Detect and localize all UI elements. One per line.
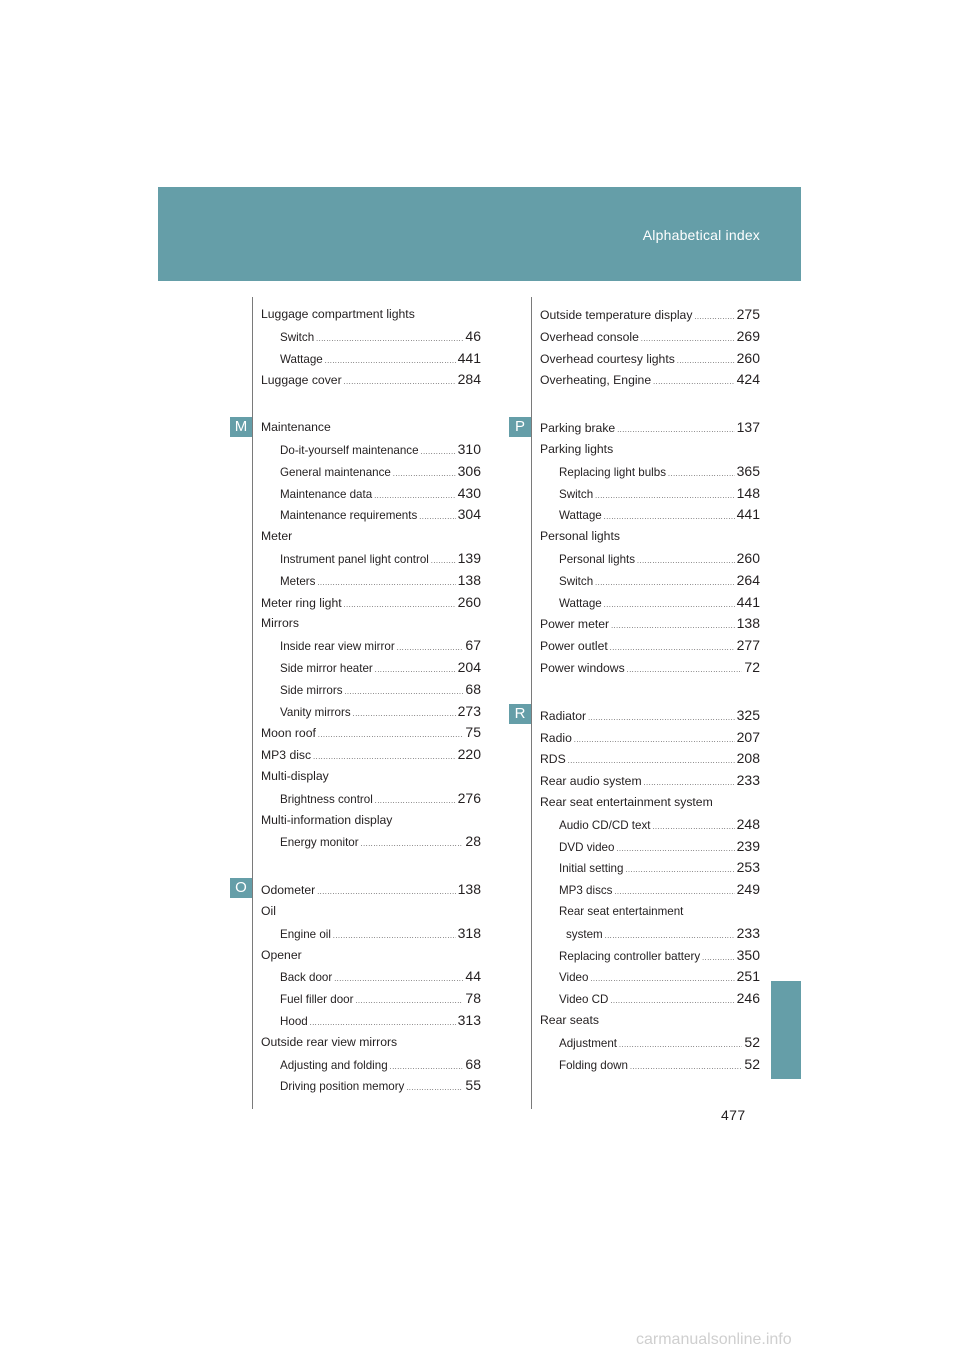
entry-label: Adjustment (559, 1036, 617, 1050)
entry-page: 28 (465, 833, 481, 850)
index-subentry[interactable] (540, 836, 760, 858)
index-entry[interactable] (540, 326, 760, 348)
index-subentry[interactable] (540, 548, 760, 570)
entry-page: 68 (465, 1055, 481, 1072)
index-subentry[interactable] (261, 439, 481, 461)
entry-page: 68 (465, 680, 481, 697)
entry-label: Hood (280, 1014, 308, 1028)
index-entry[interactable] (540, 1010, 760, 1032)
entry-label: Instrument panel light control (280, 552, 429, 566)
entry-label: Initial setting (559, 862, 624, 876)
index-subentry[interactable] (261, 548, 481, 570)
entry-page: 137 (736, 419, 760, 436)
entry-label: Meter (261, 529, 293, 544)
index-subentry[interactable] (540, 901, 760, 923)
entry-label: Outside temperature display (540, 308, 693, 322)
entry-label: Wattage (559, 596, 602, 610)
entry-page: 207 (736, 728, 760, 745)
entry-page: 276 (457, 789, 481, 806)
entry-label: Overhead courtesy lights (540, 351, 675, 366)
entry-page: 75 (465, 724, 481, 741)
index-entry[interactable] (540, 348, 760, 370)
entry-label: Inside rear view mirror (280, 640, 395, 654)
index-letter-p: P (509, 417, 531, 437)
index-entry[interactable] (261, 369, 481, 391)
index-entry[interactable] (261, 526, 481, 548)
entry-page: 67 (465, 637, 481, 654)
entry-label: Odometer (261, 883, 316, 898)
column-divider-right (531, 297, 532, 1109)
index-group-r (540, 705, 760, 1076)
entry-label: Maintenance (261, 420, 331, 435)
entry-page: 78 (465, 990, 481, 1007)
entry-page: 208 (736, 750, 760, 767)
entry-label: Driving position memory (280, 1080, 405, 1094)
index-subentry[interactable] (261, 831, 481, 853)
index-entry[interactable] (540, 439, 760, 461)
index-entry[interactable] (540, 657, 760, 679)
entry-page: 264 (736, 571, 760, 588)
header-bar (158, 187, 801, 281)
entry-page: 284 (457, 371, 481, 388)
index-subentry[interactable] (540, 1032, 760, 1054)
index-subentry[interactable] (261, 483, 481, 505)
index-entry[interactable] (540, 705, 760, 727)
index-subentry[interactable] (261, 966, 481, 988)
entry-page: 275 (736, 306, 760, 322)
entry-label: Multi-information display (261, 812, 393, 827)
index-letter-o: O (230, 878, 252, 898)
entry-page: 138 (457, 571, 481, 588)
index-entry[interactable] (261, 945, 481, 967)
entry-label: MP3 discs (559, 884, 613, 898)
index-group-o-cont (540, 304, 760, 391)
entry-label: Overhead console (540, 329, 639, 344)
entry-page: 306 (457, 462, 481, 479)
entry-label: Personal lights (559, 552, 636, 566)
index-subentry[interactable] (261, 657, 481, 679)
entry-label: Side mirror heater (280, 661, 373, 675)
entry-label: Back door (280, 971, 333, 985)
index-letter-r: R (509, 704, 531, 724)
entry-label: Fuel filler door (280, 993, 354, 1007)
entry-label: Wattage (280, 352, 323, 366)
entry-page: 260 (457, 593, 481, 610)
index-entry[interactable] (540, 770, 760, 792)
index-entry[interactable] (261, 613, 481, 635)
page-number: 477 (721, 1107, 746, 1123)
index-entry[interactable] (540, 369, 760, 391)
entry-label: Vanity mirrors (280, 705, 351, 719)
entry-label: Brightness control (280, 792, 373, 806)
index-subentry[interactable] (540, 461, 760, 483)
entry-page: 441 (457, 349, 481, 366)
section-thumb-tab (771, 981, 801, 1079)
entry-page: 249 (736, 881, 760, 898)
entry-label: Oil (261, 903, 276, 918)
entry-label: Adjusting and folding (280, 1058, 388, 1072)
entry-page: 251 (736, 968, 760, 985)
entry-label: Luggage cover (261, 373, 342, 388)
entry-label: Rear audio system (540, 774, 642, 789)
index-entry[interactable] (540, 727, 760, 749)
index-entry[interactable] (261, 744, 481, 766)
index-entry[interactable] (261, 901, 481, 923)
entry-label: Overheating, Engine (540, 373, 652, 388)
index-group-m (261, 417, 481, 853)
entry-label: Energy monitor (280, 836, 359, 850)
entry-label: Rear seat entertainment system (540, 794, 713, 809)
watermark: carmanualsonline.info (636, 1331, 792, 1348)
entry-label: Radio (540, 730, 572, 745)
entry-label: Video (559, 971, 589, 985)
index-entry[interactable] (540, 748, 760, 770)
entry-label: Meters (280, 574, 316, 588)
index-subentry[interactable] (540, 1054, 760, 1076)
index-entry[interactable] (261, 417, 481, 439)
entry-label: Engine oil (280, 927, 331, 941)
entry-page: 52 (744, 1055, 760, 1072)
index-column-right (540, 304, 760, 1101)
entry-page: 138 (736, 615, 760, 632)
entry-label: Luggage compartment lights (261, 307, 415, 321)
entry-page: 233 (736, 772, 760, 789)
entry-label: General maintenance (280, 465, 391, 479)
entry-label: Replacing light bulbs (559, 465, 666, 479)
index-subentry[interactable] (261, 348, 481, 370)
entry-label: Multi-display (261, 768, 329, 783)
index-subentry[interactable] (540, 857, 760, 879)
entry-label: MP3 disc (261, 748, 312, 763)
entry-label: Meter ring light (261, 595, 342, 610)
entry-page: 304 (457, 506, 481, 523)
entry-page: 365 (736, 462, 760, 479)
index-entry[interactable] (540, 792, 760, 814)
index-subentry[interactable] (261, 461, 481, 483)
entry-page: 277 (736, 637, 760, 654)
entry-label: Side mirrors (280, 683, 343, 697)
entry-page: 253 (736, 859, 760, 876)
entry-page: 148 (736, 484, 760, 501)
entry-label: Video CD (559, 993, 609, 1007)
index-subentry[interactable] (261, 679, 481, 701)
entry-page: 424 (736, 371, 760, 388)
entry-page: 273 (457, 702, 481, 719)
entry-label: Mirrors (261, 616, 299, 631)
index-column-left (261, 304, 481, 1123)
section-title: Alphabetical index (642, 227, 760, 243)
index-entry[interactable] (540, 613, 760, 635)
entry-label: Rear seats (540, 1012, 599, 1027)
entry-label: Moon roof (261, 726, 316, 741)
index-subentry[interactable] (261, 701, 481, 723)
entry-label: Power windows (540, 660, 625, 675)
entry-label: Do-it-yourself maintenance (280, 443, 419, 457)
entry-page: 441 (736, 506, 760, 523)
index-subentry[interactable] (540, 483, 760, 505)
entry-label: RDS (540, 752, 566, 767)
index-subentry[interactable] (540, 966, 760, 988)
entry-label: Switch (559, 487, 594, 501)
entry-label: Rear seat entertainment (559, 904, 684, 918)
index-subentry[interactable] (261, 1054, 481, 1076)
index-subentry[interactable] (261, 1075, 481, 1097)
entry-label: system (566, 927, 603, 941)
entry-page: 220 (457, 746, 481, 763)
index-subentry[interactable] (540, 814, 760, 836)
entry-page: 138 (457, 881, 481, 898)
index-group-p (540, 417, 760, 679)
index-entry[interactable] (261, 592, 481, 614)
entry-page: 441 (736, 593, 760, 610)
entry-label: Folding down (559, 1058, 628, 1072)
entry-page: 310 (457, 440, 481, 457)
entry-page: 260 (736, 549, 760, 566)
index-entry[interactable] (540, 417, 760, 439)
index-subentry[interactable] (261, 923, 481, 945)
entry-label: Opener (261, 947, 302, 962)
entry-label: Parking brake (540, 421, 616, 436)
index-entry[interactable] (261, 1032, 481, 1054)
index-subentry[interactable] (540, 879, 760, 901)
column-divider-left (252, 297, 253, 1109)
entry-page: 55 (465, 1077, 481, 1094)
index-entry[interactable] (540, 526, 760, 548)
index-entry[interactable] (261, 766, 481, 788)
index-group-o (261, 879, 481, 1097)
entry-page: 350 (736, 946, 760, 963)
index-subentry[interactable] (540, 592, 760, 614)
index-entry[interactable] (261, 810, 481, 832)
entry-page: 430 (457, 484, 481, 501)
entry-label: Radiator (540, 708, 587, 723)
entry-label: Personal lights (540, 529, 620, 544)
index-subentry[interactable] (261, 570, 481, 592)
entry-page: 52 (744, 1033, 760, 1050)
index-subentry[interactable] (261, 326, 481, 348)
index-subentry[interactable] (261, 635, 481, 657)
entry-page: 72 (744, 658, 760, 675)
entry-label: Parking lights (540, 441, 614, 456)
entry-label: Maintenance requirements (280, 509, 418, 523)
index-subentry[interactable] (540, 945, 760, 967)
entry-page: 269 (736, 327, 760, 344)
entry-label: Power meter (540, 617, 610, 632)
index-subentry[interactable] (261, 988, 481, 1010)
entry-label: Audio CD/CD text (559, 818, 651, 832)
entry-label: Switch (559, 574, 594, 588)
entry-label: Replacing controller battery (559, 949, 701, 963)
entry-label: Switch (280, 330, 315, 344)
entry-label: DVD video (559, 840, 615, 854)
entry-page: 313 (457, 1011, 481, 1028)
index-entry[interactable] (261, 304, 481, 326)
entry-label: Wattage (559, 509, 602, 523)
index-subentry[interactable] (540, 570, 760, 592)
index-entry[interactable] (540, 304, 760, 326)
entry-page: 139 (457, 549, 481, 566)
index-letter-m: M (230, 417, 252, 437)
entry-page: 239 (736, 837, 760, 854)
entry-page: 204 (457, 658, 481, 675)
index-entry[interactable] (261, 879, 481, 901)
index-subentry-continued[interactable] (540, 923, 760, 945)
entry-page: 260 (736, 349, 760, 366)
entry-page: 46 (465, 327, 481, 344)
index-entry[interactable] (261, 722, 481, 744)
index-group-l (261, 304, 481, 391)
entry-label: Outside rear view mirrors (261, 1034, 398, 1049)
entry-page: 248 (736, 815, 760, 832)
entry-page: 325 (736, 706, 760, 723)
entry-page: 233 (736, 924, 760, 941)
entry-page: 44 (465, 968, 481, 985)
entry-page: 318 (457, 924, 481, 941)
index-subentry[interactable] (540, 988, 760, 1010)
index-subentry[interactable] (261, 504, 481, 526)
index-entry[interactable] (540, 635, 760, 657)
index-subentry[interactable] (261, 788, 481, 810)
entry-label: Maintenance data (280, 487, 373, 501)
entry-page: 246 (736, 990, 760, 1007)
entry-label: Power outlet (540, 639, 608, 654)
index-subentry[interactable] (540, 504, 760, 526)
index-subentry[interactable] (261, 1010, 481, 1032)
